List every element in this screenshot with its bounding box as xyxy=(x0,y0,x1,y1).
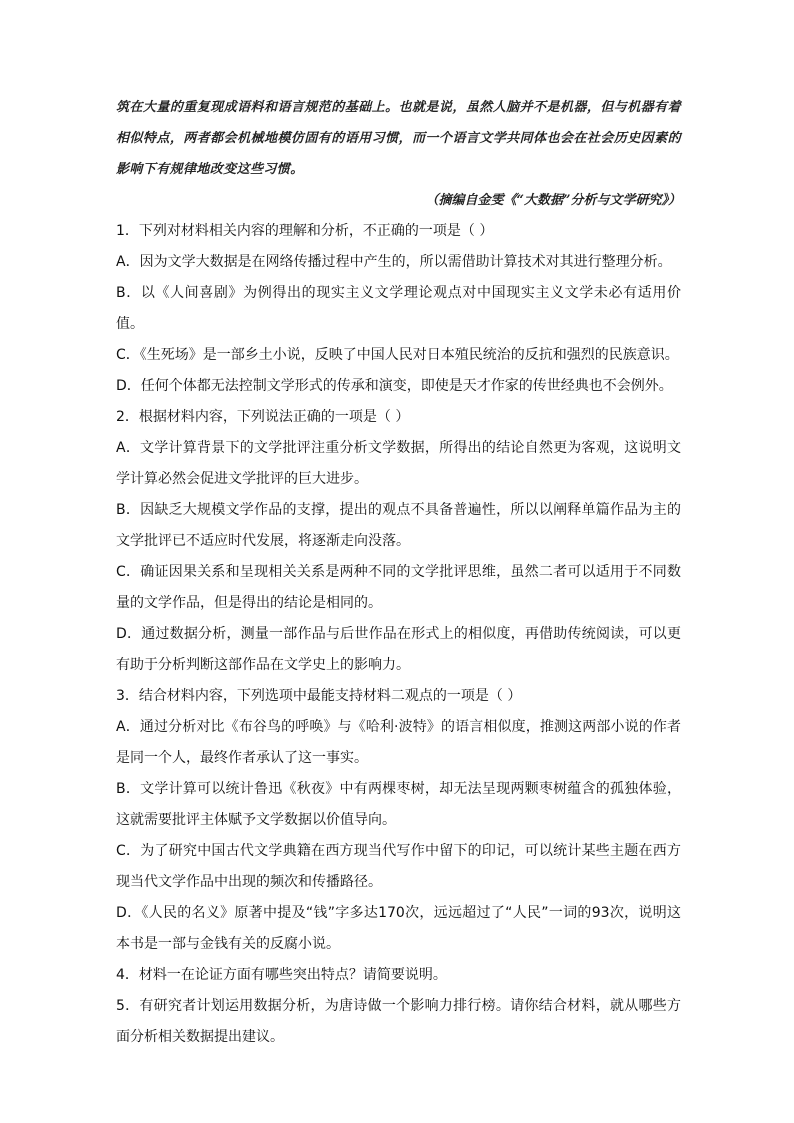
excerpt-source: （摘编自金雯《“大数据”分析与文学研究》） xyxy=(425,193,681,208)
option-c: C．确证因果关系和呈现相关关系是两种不同的文学批评思维，虽然二者可以适用于不同数量的文学作品，但是得出的结论是相同的。 xyxy=(116,564,681,611)
question-stem: 4．材料一在论证方面有哪些突出特点？请简要说明。 xyxy=(116,967,447,983)
question-3 xyxy=(116,681,681,960)
option-a: A．通过分析对比《布谷鸟的呼唤》与《哈利·波特》的语言相似度，推测这两部小说的作者是同一个人，最终作者承认了这一事实。 xyxy=(116,719,681,766)
question-stem: 1．下列对材料相关内容的理解和分析，不正确的一项是（ ） xyxy=(116,223,494,239)
question-stem: 3．结合材料内容，下列选项中最能支持材料二观点的一项是（ ） xyxy=(116,688,522,704)
option-d: D．通过数据分析，测量一部作品与后世作品在形式上的相似度，再借助传统阅读，可以更有助于分析判断这部作品在文学史上的影响力。 xyxy=(116,626,681,673)
page-content xyxy=(116,92,681,1053)
option-b: B．以《人间喜剧》为例得出的现实主义文学理论观点对中国现实主义文学未必有适用价值。 xyxy=(116,285,681,332)
question-5 xyxy=(116,991,681,1053)
excerpt-text: 筑在大量的重复现成语料和语言规范的基础上。也就是说，虽然人脑并不是机器，但与机器有着相似特点，两者都会机械地模仿固有的语用习惯，而一个语言文学共同体也会在社会历史因素的影响下有规律地改变这些习惯。 xyxy=(116,100,681,177)
option-c: C．《生死场》是一部乡土小说，反映了中国人民对日本殖民统治的反抗和强烈的民族意识。 xyxy=(116,347,679,363)
question-4 xyxy=(116,960,681,991)
question-2 xyxy=(116,402,681,681)
question-stem: 2．根据材料内容，下列说法正确的一项是（ ） xyxy=(116,409,410,425)
question-1 xyxy=(116,216,681,402)
option-a: A．因为文学大数据是在网络传播过程中产生的，所以需借助计算技术对其进行整理分析。 xyxy=(116,254,672,270)
question-stem: 5．有研究者计划运用数据分析，为唐诗做一个影响力排行榜。请你结合材料，就从哪些方面分析相关数据提出建议。 xyxy=(116,998,681,1045)
option-b: B．因缺乏大规模文学作品的支撑，提出的观点不具备普遍性，所以以阐释单篇作品为主的文学批评已不适应时代发展，将逐渐走向没落。 xyxy=(116,502,681,549)
option-d: D．《人民的名义》原著中提及“钱”字多达170次，远远超过了“人民”一词的93次，说明这本书是一部与金钱有关的反腐小说。 xyxy=(116,905,681,952)
option-b: B．文学计算可以统计鲁迅《秋夜》中有两棵枣树，却无法呈现两颗枣树蕴含的孤独体验，这就需要批评主体赋予文学数据以价值导向。 xyxy=(116,781,681,828)
option-d: D．任何个体都无法控制文学形式的传承和演变，即使是天才作家的传世经典也不会例外。 xyxy=(116,378,673,394)
option-a: A．文学计算背景下的文学批评注重分析文学数据，所得出的结论自然更为客观，这说明文学计算必然会促进文学批评的巨大进步。 xyxy=(116,440,681,487)
option-c: C．为了研究中国古代文学典籍在西方现当代写作中留下的印记，可以统计某些主题在西方现当代文学作品中出现的频次和传播路径。 xyxy=(116,843,681,890)
reading-excerpt xyxy=(116,92,681,185)
